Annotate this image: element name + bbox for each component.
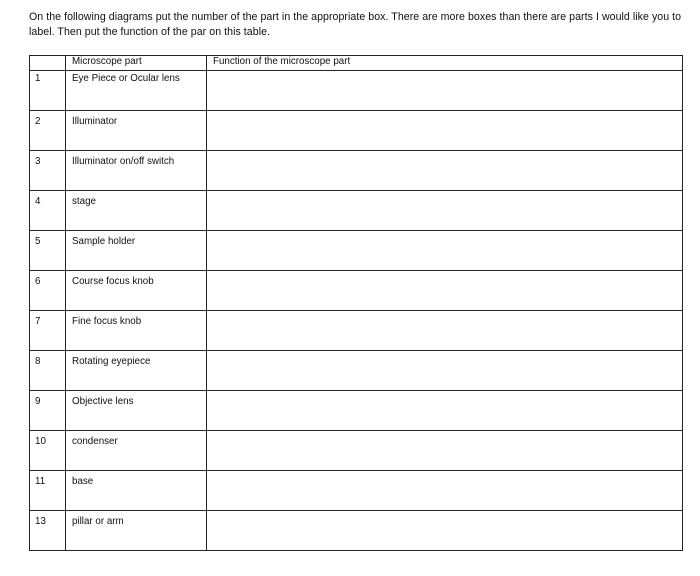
part-function-cell[interactable] [207, 191, 683, 231]
part-function-cell[interactable] [207, 151, 683, 191]
table-row [30, 71, 683, 111]
part-function-cell[interactable] [207, 511, 683, 551]
table-row [30, 111, 683, 151]
part-number-cell: 2 [30, 111, 66, 151]
part-number-cell: 10 [30, 431, 66, 471]
part-number-cell: 9 [30, 391, 66, 431]
table-row [30, 191, 683, 231]
instructions-text: On the following diagrams put the number of the part in the appropriate box. There are more boxes than there are parts I would like you to label. Then put the function of the par on this table. [29, 11, 682, 38]
part-function-cell[interactable] [207, 351, 683, 391]
part-name-cell: Fine focus knob [66, 311, 207, 351]
part-name-cell: pillar or arm [66, 511, 207, 551]
header-function: Function of the microscope part [207, 56, 683, 71]
part-name-cell: Sample holder [66, 231, 207, 271]
part-name-cell: condenser [66, 431, 207, 471]
part-name-cell: Illuminator on/off switch [66, 151, 207, 191]
table-row [30, 391, 683, 431]
part-function-cell[interactable] [207, 431, 683, 471]
part-number-cell: 8 [30, 351, 66, 391]
part-number-cell: 4 [30, 191, 66, 231]
part-number-cell: 11 [30, 471, 66, 511]
table-header-row [30, 56, 683, 71]
part-function-cell[interactable] [207, 471, 683, 511]
table-row [30, 271, 683, 311]
part-function-cell[interactable] [207, 231, 683, 271]
part-function-cell[interactable] [207, 311, 683, 351]
header-microscope-part: Microscope part [66, 56, 207, 71]
part-number-cell: 1 [30, 71, 66, 111]
part-name-cell: Rotating eyepiece [66, 351, 207, 391]
table-row [30, 151, 683, 191]
table-row [30, 471, 683, 511]
table-row [30, 311, 683, 351]
table-row [30, 511, 683, 551]
part-name-cell: stage [66, 191, 207, 231]
header-number [30, 56, 66, 71]
part-name-cell: Eye Piece or Ocular lens [66, 71, 207, 111]
table-row [30, 431, 683, 471]
part-number-cell: 7 [30, 311, 66, 351]
table-row [30, 351, 683, 391]
part-function-cell[interactable] [207, 391, 683, 431]
microscope-parts-table [29, 55, 683, 551]
part-number-cell: 3 [30, 151, 66, 191]
part-name-cell: base [66, 471, 207, 511]
part-name-cell: Objective lens [66, 391, 207, 431]
part-number-cell: 13 [30, 511, 66, 551]
part-function-cell[interactable] [207, 271, 683, 311]
part-number-cell: 6 [30, 271, 66, 311]
part-function-cell[interactable] [207, 111, 683, 151]
part-name-cell: Illuminator [66, 111, 207, 151]
table-row [30, 231, 683, 271]
part-function-cell[interactable] [207, 71, 683, 111]
part-name-cell: Course focus knob [66, 271, 207, 311]
part-number-cell: 5 [30, 231, 66, 271]
